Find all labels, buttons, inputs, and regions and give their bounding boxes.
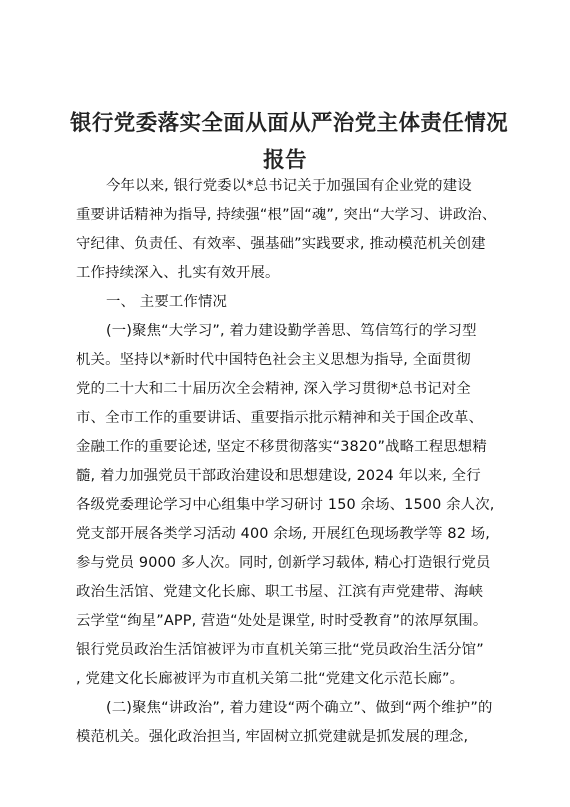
paragraph-line: 政治生活馆、党建文化长廊、职工书屋、江滨有声党建带、海峡 xyxy=(76,584,484,600)
paragraph-line: 云学堂“绚星”APP, 营造“处处是课堂, 时时受教育”的浓厚氛围。 xyxy=(76,613,488,629)
paragraph-line: 市、全市工作的重要讲话、重要指示批示精神和关于国企改革、 xyxy=(76,410,484,426)
paragraph-line: 重要讲话精神为指导, 持续强“根”固“魂”, 突出“大学习、讲政治、 xyxy=(76,207,497,223)
paragraph-line: 模范机关。强化政治担当, 牢固树立抓党建就是抓发展的理念, xyxy=(76,729,469,745)
paragraph-line: 髓, 着力加强党员干部政治建设和思想建设, 2024 年以来, 全行 xyxy=(76,468,481,484)
paragraph-line: 银行党员政治生活馆被评为市直机关第三批“党员政治生活分馆” xyxy=(76,642,484,658)
document-title: 银行党委落实全面从面从严治党主体责任情况 xyxy=(70,111,509,136)
paragraph-line: 机关。坚持以*新时代中国特色社会主义思想为指导, 全面贯彻 xyxy=(76,352,471,368)
paragraph-line: 守纪律、负责任、有效率、强基础”实践要求, 推动模范机关创建 xyxy=(76,236,486,252)
paragraph-line: 金融工作的重要论述, 坚定不移贯彻落实“3820”战略工程思想精 xyxy=(76,439,487,455)
paragraph-line: 各级党委理论学习中心组集中学习研讨 150 余场、1500 余人次, xyxy=(76,497,495,513)
subsection-heading-line: (一)聚焦“大学习”, 着力建设勤学善思、笃信笃行的学习型 xyxy=(106,323,477,339)
paragraph-line: 今年以来, 银行党委以*总书记关于加强国有企业党的建设 xyxy=(106,178,472,194)
section-heading: 一、 主要工作情况 xyxy=(106,294,228,310)
document-title-continued: 报告 xyxy=(263,148,307,173)
paragraph-line: 工作持续深入、扎实有效开展。 xyxy=(76,265,280,281)
paragraph-line: , 党建文化长廊被评为市直机关第二批“党建文化示范长廊”。 xyxy=(76,671,465,687)
subsection-heading-line: (二)聚焦“讲政治”, 着力建设“两个确立”、做到“两个维护”的 xyxy=(106,700,493,716)
paragraph-line: 参与党员 9000 多人次。同时, 创新学习载体, 精心打造银行党员 xyxy=(76,555,491,571)
paragraph-line: 党支部开展各类学习活动 400 余场, 开展红色现场教学等 82 场, xyxy=(76,526,491,542)
paragraph-line: 党的二十大和二十届历次全会精神, 深入学习贯彻*总书记对全 xyxy=(76,381,471,397)
